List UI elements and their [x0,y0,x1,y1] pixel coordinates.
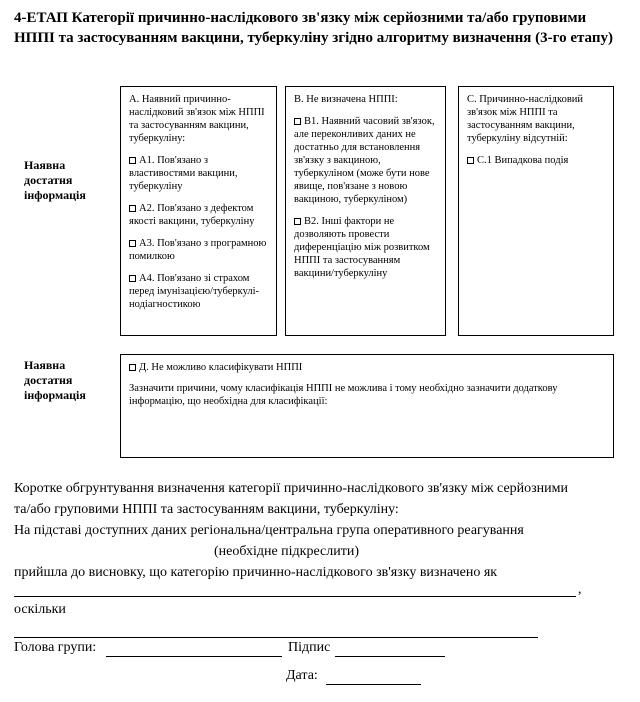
checkbox-b1[interactable] [294,118,301,125]
summary-line-2: та/або груповими НППІ та застосуванням вакцини, туберкуліну: [14,502,399,517]
option-c1-label: С.1 Випадкова подія [477,155,569,166]
category-d-note: Зазначити причини, чому класифікація НППІ не можлива і тому необхідно зазначити додаткову інформацію, що необхідна для класифікації: [129,383,558,407]
checkbox-a4[interactable] [129,275,136,282]
option-a4-label: А4. Пов'язано зі страхом перед імунізацією/туберкулі-нодіагностикою [129,273,260,310]
underline-instruction: (необхідне підкреслити) [214,544,360,559]
row1-label: Наявна достатня інформація [24,158,86,202]
date-label: Дата: [286,668,318,683]
option-b1-label: В1. Наявний часовий зв'язок, але переконливих даних не достатньо для встановлення зв'язку з вакциною, туберкуліном (може бути нове явище, пов'язане з новою вакциною, туберкуліном) [294,116,435,205]
category-answer-line[interactable] [14,596,576,597]
page-title [14,8,626,48]
reason-line[interactable] [14,637,538,638]
summary-line-5: прийшла до висновку, що категорію причинно-наслідкового зв'язку визначено як [14,565,498,580]
category-c-box [458,86,614,336]
category-b-heading: В. Не визначена НППІ: [294,94,398,105]
head-of-group-line[interactable] [106,656,282,657]
option-a1-label: А1. Пов'язано з властивостями вакцини, туберкуліну [129,155,238,192]
option-a2-label: А2. Пов'язано з дефектом якості вакцини, туберкуліну [129,203,255,227]
category-c-heading: С. Причинно-наслідковий зв'язок між НППІ та застосуванням вакцини, туберкуліну відсутній: [467,94,584,144]
option-a3-label: А3. Пов'язано з програмною помилкою [129,238,267,262]
title-line-2: НППІ та застосуванням вакцини, туберкуліну згідно алгоритму визначення (3-го етапу) [14,30,613,46]
row2-label: Наявна достатня інформація [24,358,86,402]
summary-line-3: На підставі доступних даних регіональна/центральна група оперативного реагування [14,523,524,538]
category-a-heading: А. Наявний причинно-наслідковий зв'язок між НППІ та застосуванням вакцини, туберкуліну: [129,94,265,144]
title-line-1: 4-ЕТАП Категорії причинно-наслідкового зв'язку між серйозними та/або груповими [14,10,587,26]
signature-line[interactable] [335,656,445,657]
category-a-box [120,86,277,336]
because-label: оскільки [14,602,66,617]
date-line[interactable] [326,684,421,685]
checkbox-a2[interactable] [129,205,136,212]
signature-label: Підпис [288,640,331,655]
comma-mark: , [578,582,582,597]
summary-line-1: Коротке обгрунтування визначення категорії причинно-наслідкового зв'язку між серйозними [14,481,569,496]
checkbox-b2[interactable] [294,218,301,225]
checkbox-c1[interactable] [467,157,474,164]
checkbox-a3[interactable] [129,240,136,247]
head-of-group-label: Голова групи: [14,640,97,655]
checkbox-a1[interactable] [129,157,136,164]
category-d-box [120,354,614,458]
checkbox-d[interactable] [129,364,136,371]
option-b2-label: В2. Інші фактори не дозволяють провести диференціацію між розвитком НППІ та застосуванням вакцини/туберкуліну [294,216,430,279]
category-d-heading: Д. Не можливо класифікувати НППІ [139,362,303,373]
category-b-box [285,86,446,336]
